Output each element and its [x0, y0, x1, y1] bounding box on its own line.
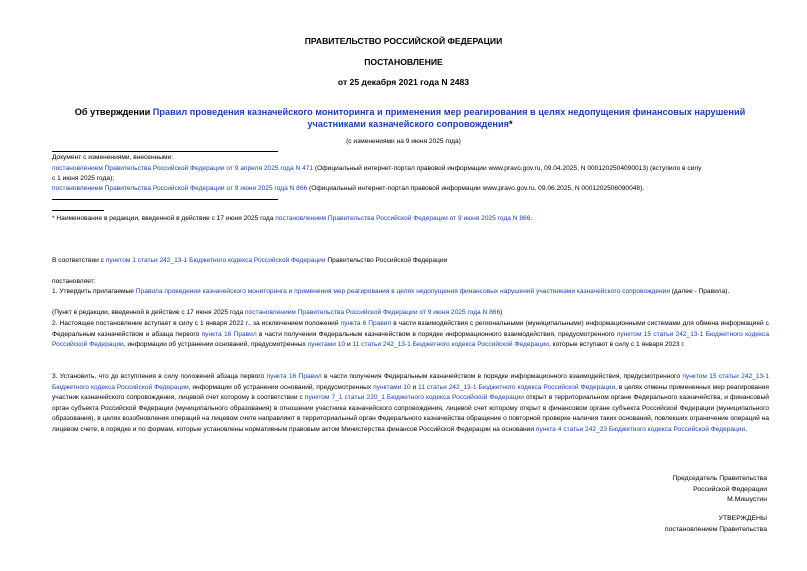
- paragraph-2-text-6: , которые вступают в силу с 1 января 2023 г.: [548, 341, 685, 349]
- preamble-link[interactable]: пунктом 1 статьи 242_13-1 Бюджетного кодекса Российской Федерации: [105, 257, 326, 264]
- paragraph-3-text-4: и: [410, 383, 419, 391]
- paragraph-2-text-3: в части получения Федеральным казначейством в порядке информационного взаимодействия, предусмотренного: [256, 330, 617, 338]
- amendment-note: (с изменениями на 9 июня 2025 года): [346, 138, 461, 145]
- paragraph-2: [52, 319, 769, 351]
- title-prefix: Об утверждении: [74, 107, 153, 117]
- paragraph-3-link-2[interactable]: пунктом 15 статьи 242_13-1 Бюджетного кодекса Российской Федерации: [52, 373, 770, 391]
- paragraph-3-link-5[interactable]: пунктом 7_1 статьи 220_1 Бюджетного кодекса Российской Федерации: [304, 394, 524, 402]
- footnote-rule: [52, 210, 104, 211]
- government-heading: ПРАВИТЕЛЬСТВО РОССИЙСКОЙ ФЕДЕРАЦИИ: [304, 36, 503, 46]
- footnote-link[interactable]: постановлением Правительства Российской Федерации от 9 июня 2025 года N 866: [275, 215, 531, 222]
- paragraph-3-text-6: открыт в территориальном органе Федерального казначейства, и финансовый орган субъекта Российской Федерации (муниципального образования) в отношении участника казначейского сопровождения, лицевой счет которому открыт в финансовом органе субъекта Российской Федерации (муниципального образования), в целях возобновления операций на лицевом счете направляют в территориальный орган Федерального казначейства обращение о повторной проверке наличия таких оснований, повлекших ограничение операций на лицевом счете, в порядке и по формам, которые установлены нормативным правовым актом Министерства финансов Российской Федерации на основании: [52, 394, 769, 433]
- title-footnote-mark: *: [509, 119, 513, 129]
- signature-role-2: Российской Федерации: [693, 485, 767, 493]
- changes-top-rule: [52, 151, 278, 152]
- signature-name: М.Мишустин: [727, 496, 767, 504]
- changes-item-2: [52, 184, 644, 194]
- paragraph-1-note: [52, 308, 502, 318]
- approved-word: УТВЕРЖДЕНЫ: [718, 515, 767, 522]
- preamble-text-1: В соответствии с: [52, 257, 106, 264]
- changes-item-1: [52, 164, 769, 174]
- footnote: [52, 214, 532, 224]
- document-type-heading: ПОСТАНОВЛЕНИЕ: [364, 57, 443, 67]
- paragraph-1-note-end: ): [500, 309, 503, 316]
- paragraph-3-text-3: , информации об устранении оснований, предусмотренных: [188, 383, 374, 391]
- paragraph-3-text-7: .: [745, 425, 748, 433]
- signature-role-1: Председатель Правительства: [672, 475, 767, 482]
- paragraph-3-link-4[interactable]: 11 статьи 242_13-1 Бюджетного кодекса Российской Федерации: [418, 383, 616, 391]
- preamble-text-2: Правительство Российской Федерации: [325, 257, 448, 264]
- paragraph-2-link-2[interactable]: пункта 16 Правил: [201, 330, 257, 338]
- changes-item-1-link[interactable]: постановлением Правительства Российской Федерации от 9 апреля 2025 года N 471: [52, 165, 314, 172]
- paragraph-2-text-1: 2. Настоящее постановление вступает в силу с 1 января 2022 г., за исключением положений: [52, 320, 341, 327]
- changes-intro: Документ с изменениями, внесенными:: [52, 154, 174, 161]
- changes-bottom-rule: [52, 199, 278, 200]
- preamble: [52, 256, 447, 266]
- changes-item-2-text: (Официальный интернет-портал правовой информации www.pravo.gov.ru, 09.06.2025, N 0001202506090048).: [307, 185, 645, 192]
- title-rules-link[interactable]: Правил проведения казначейского мониторинга и применения мер реагирования в целях недопущения финансовых нарушений участниками казначейского сопровождения: [152, 107, 746, 129]
- changes-item-2-link[interactable]: постановлением Правительства Российской Федерации от 9 июня 2025 года N 866: [52, 185, 308, 192]
- approved-by: постановлением Правительства: [664, 525, 767, 533]
- changes-item-1-text: (Официальный интернет-портал правовой информации www.pravo.gov.ru, 09.04.2025, N 0001202504090013) (вступило в силу: [313, 165, 702, 172]
- paragraph-3-link-1[interactable]: пункта 16 Правил: [266, 373, 322, 380]
- paragraph-3-text-1: 3. Установить, что до вступления в силу положений абзаца первого: [52, 373, 267, 380]
- footnote-end: .: [530, 215, 533, 222]
- approval-block: [665, 514, 767, 535]
- paragraph-2-text-2: в части взаимодействия с региональными (муниципальными) информационными системами для обмена информацией с Федеральным казначейством и абзаца первого: [52, 320, 769, 338]
- document-title: [50, 106, 770, 130]
- paragraph-1-text-1: 1. Утвердить прилагаемые: [52, 288, 136, 295]
- document-date-heading: от 25 декабря 2021 года N 2483: [337, 77, 470, 87]
- paragraph-1: [52, 287, 769, 298]
- paragraph-3-link-3[interactable]: пунктами 10: [373, 383, 411, 391]
- paragraph-2-link-4[interactable]: пунктами 10: [307, 341, 346, 349]
- paragraph-3-link-6[interactable]: пункта 4 статьи 242_23 Бюджетного кодекса Российской Федерации: [535, 425, 746, 433]
- changes-item-1-continuation: с 1 июня 2025 года);: [52, 175, 115, 182]
- paragraph-3-text-5: , в целях отмены примененных мер реагирования участник казначейского сопровождения, лицевой счет которому в соответствии с: [52, 383, 769, 402]
- decides-label: постановляет:: [52, 278, 96, 285]
- paragraph-2-link-5[interactable]: 11 статьи 242_13-1 Бюджетного кодекса Российской Федерации: [352, 341, 549, 349]
- paragraph-2-text-4: , информации об устранении оснований, предусмотренных: [123, 341, 308, 349]
- paragraph-2-link-3[interactable]: пунктом 15 статьи 242_13-1 Бюджетного кодекса Российской Федерации: [52, 330, 770, 349]
- signature-block: [672, 474, 767, 506]
- paragraph-3-text-2: в части получения Федеральным казначейством в порядке информационного взаимодействия, предусмотренного: [321, 373, 683, 380]
- paragraph-1-note-text: (Пункт в редакции, введенной в действие с 17 июня 2025 года: [52, 309, 245, 316]
- footnote-text: * Наименование в редакции, введенной в действие с 17 июня 2025 года: [52, 215, 276, 222]
- paragraph-2-text-5: и: [345, 341, 353, 349]
- paragraph-1-text-2: (далее - Правила).: [669, 288, 730, 295]
- paragraph-2-link-1[interactable]: пункта 6 Правил: [340, 320, 392, 327]
- paragraph-1-note-link[interactable]: постановлением Правительства Российской Федерации от 9 июня 2025 года N 866: [244, 309, 501, 316]
- paragraph-1-rules-link[interactable]: Правила проведения казначейского мониторинга и применения мер реагирования в целях недопущения финансовых нарушений участниками казначейского сопровождения: [135, 288, 670, 295]
- paragraph-3: [52, 372, 769, 436]
